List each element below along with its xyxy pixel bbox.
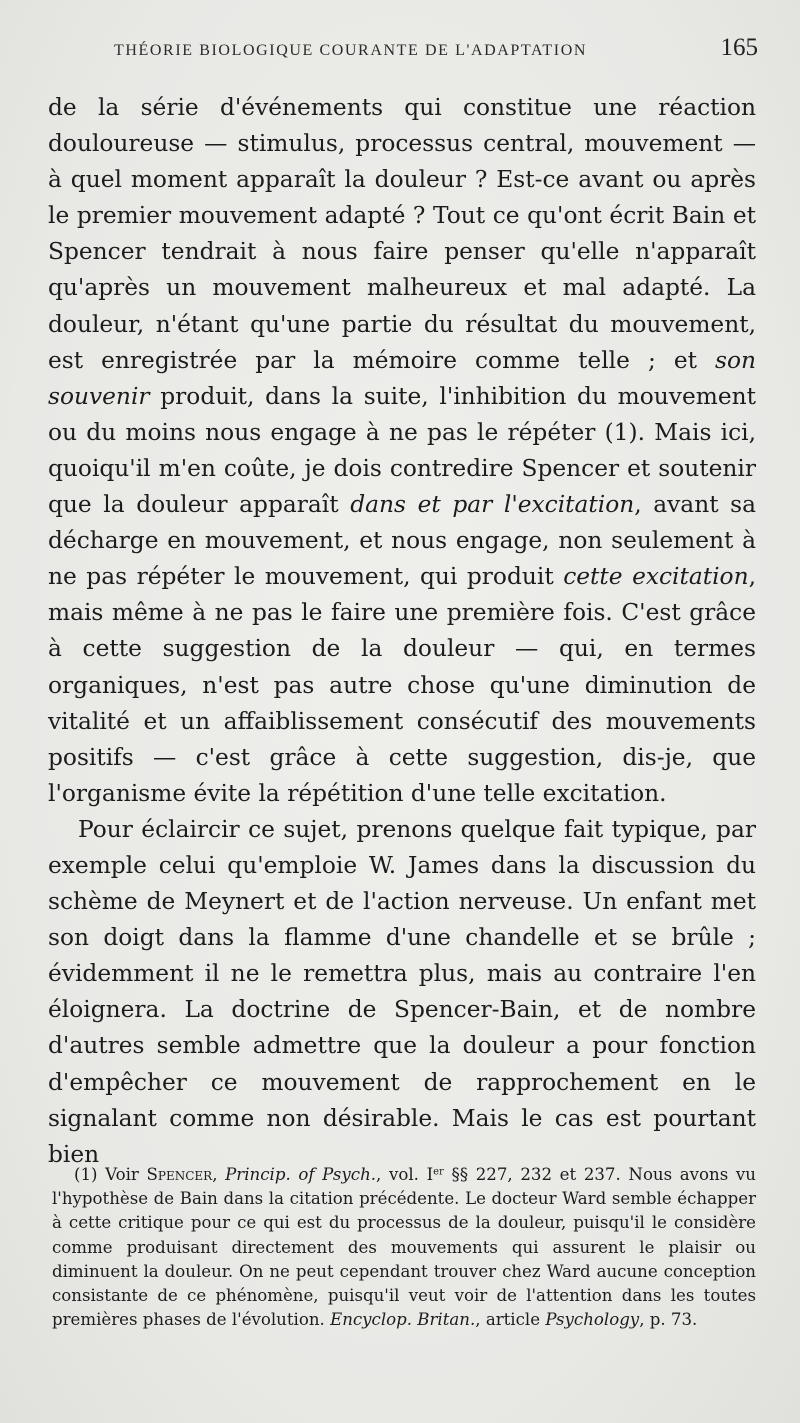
text-run: produit, dans la suite, l'inhibition du mouvement ou du moins nous engage à ne pas le répéter (1). Mais ici, quoiqu'il m'en coûte, je dois contredire Spencer et soutenir que la douleur apparaît	[48, 382, 756, 519]
text-run: Pour éclaircir ce sujet, prenons quelque fait typique, par exemple celui qu'emploie W. James dans la discussion du schème de Meynert et de l'action nerveuse. Un enfant met son doigt dans la flamme d'une chandelle et se brûle ; évidemment il ne le remettra plus, mais au contraire l'en éloignera. La doctrine de Spencer-Bain, et de nombre d'autres semble admettre que la douleur a pour fonction d'empêcher ce mouvement de rapprochement en le signalant comme non désirable. Mais le cas est pourtant bien	[48, 815, 756, 1168]
page-number: 165	[720, 34, 758, 61]
italic-run: dans et par l'excitation	[350, 491, 635, 519]
footnote-text-run: §§ 227, 232 et 237. Nous avons vu l'hypothèse de Bain dans la citation précédente. Le docteur Ward semble échapper à cette critique pour ce qui est du processus de la douleur, puisqu'il le considère comme produisant directement des mouvements qui assurent le plaisir ou diminuent la douleur. On ne peut cependant trouver chez Ward aucune conception consistante de ce phénomène, puisqu'il veut voir de l'attention dans les toutes premières phases de l'évolution.	[52, 1165, 756, 1330]
superscript: er	[433, 1166, 444, 1178]
running-header	[48, 34, 758, 68]
cited-article-title: Psychology	[545, 1310, 640, 1330]
cited-work-title: Princip. of Psych.	[225, 1165, 377, 1184]
paragraph-continued	[48, 90, 756, 812]
footnote-text-run: ,	[212, 1165, 226, 1184]
text-run: , avant sa décharge en mouvement, et nous engage, non seulement à ne pas répéter le mouvement, qui produit	[48, 491, 757, 591]
paragraph-new	[48, 812, 756, 1173]
footnote-block	[52, 1163, 756, 1332]
body-text	[48, 90, 756, 1173]
text-run: de la série d'événements qui constitue une réaction douloureuse — stimulus, processus central, mouvement — à quel moment apparaît la douleur ? Est-ce avant ou après le premier mouvement adapté ? Tout ce qu'ont écrit Bain et Spencer tendrait à nous faire penser qu'elle n'apparaît qu'après un mouvement malheureux et mal adapté. La douleur, n'étant qu'une partie du résultat du mouvement, est enregistrée par la mémoire comme telle ; et	[48, 94, 756, 374]
footnote-text-run: , p. 73.	[639, 1310, 698, 1330]
text-run: , mais même à ne pas le faire une première fois. C'est grâce à cette suggestion de la douleur — qui, en termes organiques, n'est pas autre chose qu'une diminution de vitalité et un affaiblissement consécutif des mouvements positifs — c'est grâce à cette suggestion, dis-je, que l'organisme évite la répétition d'une telle excitation.	[48, 563, 756, 807]
footnote-text-run: (1) Voir	[74, 1165, 147, 1184]
footnote-text-run: , article	[475, 1310, 546, 1330]
cited-work-title: Encyclop. Britan.	[330, 1310, 476, 1330]
footnote	[52, 1163, 756, 1332]
italic-run: son souvenir	[48, 346, 756, 410]
author-name: Spencer	[146, 1165, 213, 1184]
italic-run: cette excitation	[563, 563, 749, 591]
footnote-text-run: , vol. I	[376, 1165, 434, 1184]
running-title: THÉORIE BIOLOGIQUE COURANTE DE L'ADAPTATION	[114, 42, 588, 59]
